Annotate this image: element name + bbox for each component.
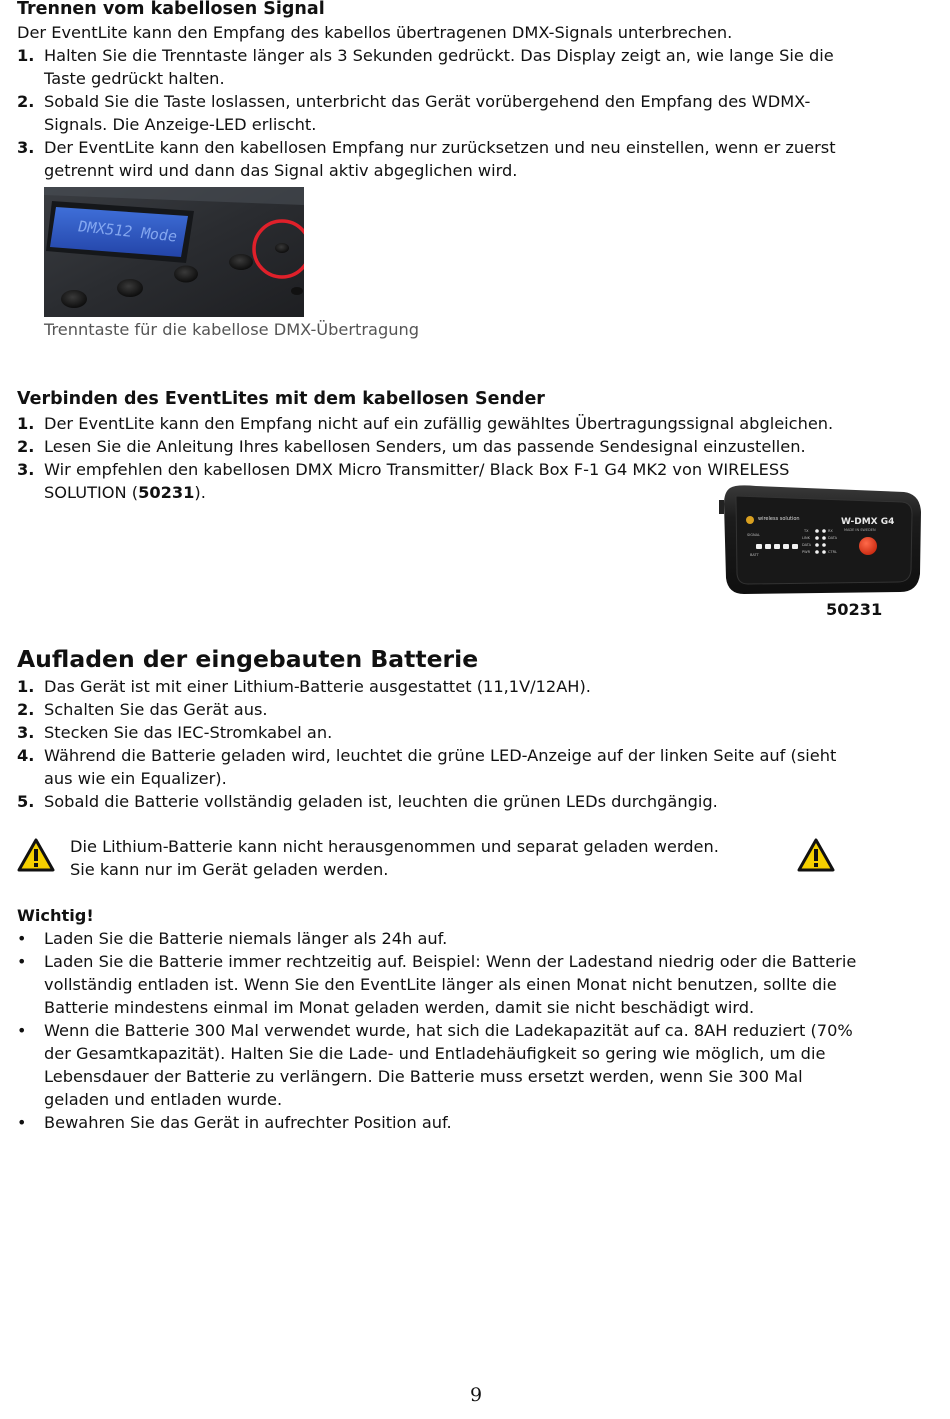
important-heading: Wichtig!	[17, 906, 94, 925]
lcd-text: DMX512 Mode	[76, 217, 180, 246]
svg-text:BATT: BATT	[750, 553, 759, 557]
section-intro: Der EventLite kann den Empfang des kabellos übertragenen DMX-Signals unterbrechen.	[17, 23, 733, 42]
control-panel-photo	[44, 187, 304, 317]
warning-icon	[17, 838, 55, 872]
section-title-battery: Aufladen der eingebauten Batterie	[17, 645, 479, 673]
product-number-label: 50231	[826, 600, 883, 619]
bullet-marker: •	[17, 952, 27, 971]
svg-text:LINK: LINK	[802, 536, 810, 540]
svg-text:DATA: DATA	[828, 536, 838, 540]
model-sub-text: MADE IN SWEDEN	[844, 528, 876, 532]
section-title-disconnect: Trennen vom kabellosen Signal	[17, 0, 325, 19]
transmitter-photo	[716, 482, 926, 597]
transmitter-illustration	[716, 482, 926, 597]
bullet-marker: •	[17, 929, 27, 948]
svg-text:SIGNAL: SIGNAL	[747, 533, 760, 537]
svg-text:RX: RX	[828, 529, 833, 533]
bullet-marker: •	[17, 1113, 27, 1132]
manual-page: Trennen vom kabellosen Signal Der EventLite kann den Empfang des kabellos übertragenen DMX-Signals unterbrechen. 1. Halten Sie die Trenntaste länger als 3 Sekunden gedrückt. Das Display zeigt an, wie lange Sie die Taste gedrückt halten. 2. Sobald Sie die Taste loslassen, unterbricht das Gerät vorübergehend den Empfang des WDMX- Signals. Die Anzeige-LED erlischt. 3. Der EventLite kann den kabellosen Empfang nur zurücksetzen und neu einstellen, wenn er zuerst getrennt wird und dann das Signal aktiv abgeglichen wird. DMX512 Mode Trenntaste für die kabellose DMX-Übertragung Verbinden des EventLites mit dem kabellosen Sender 1. Der EventLite kann den Empfang nicht auf ein zufällig gewähltes Übertragungssignal abgleichen. 2. Lesen Sie die Anleitung Ihres kabellosen Senders, um das passende Sendesignal einzustellen. 3. Wir empfehlen den kabellosen DMX Micro Transmitter/ Black Box F-1 G4 MK2 von WIRELESS SOLUTION (50231). wireless solution W-DMX G4 MADE IN SWEDEN SIGNAL BATT TX LINK DATA PWR RX DATA CTRL 50231 Aufladen der eingebauten Batterie 1. Das Gerät ist mit einer Lithium-Batterie ausgestattet (11,1V/12AH). 2. Schalten Sie das Gerät aus. 3. Stecken Sie das IEC-Stromkabel an. 4. Während die Batterie geladen wird, leuchtet die grüne LED-Anzeige auf der linken Seite auf (sieht aus wie ein Equalizer). 5. Sobald die Batterie vollständig geladen ist, leuchten die grünen LEDs durchgängig. Die Lithium-Batterie kann nicht herausgenommen und separat geladen werden. Sie kann nur im Gerät geladen werden. Wichtig! • Laden Sie die Batterie niemals länger als 24h auf. • Laden Sie die Batterie immer rechtzeitig auf. Beispiel: Wenn der Ladestand niedrig oder die Batterie vollständig entladen ist. Wenn Sie den EventLite länger als einen Monat nicht benutzen, sollte die Batterie mindestens einmal im Monat geladen werden, damit sie nicht beschädigt wird. • Wenn die Batterie 300 Mal verwendet wurde, hat sich die Ladekapazität auf ca. 8AH reduziert (70% der Gesamtkapazität). Halten Sie die Lade- und Entladehäufigkeit so gering wie möglich, um die Lebensdauer der Batterie zu verlängern. Die Batterie muss ersetzt werden, wenn Sie 300 Mal geladen und entladen wurde. • Bewahren Sie das Gerät in aufrechter Position auf. 9	[0, 0, 950, 1419]
bullet-marker: •	[17, 1021, 27, 1040]
svg-text:TX: TX	[804, 529, 809, 533]
control-panel-illustration	[44, 187, 304, 317]
svg-text:CTRL: CTRL	[828, 550, 837, 554]
warning-icon	[797, 838, 835, 872]
section-title-connect: Verbinden des EventLites mit dem kabellosen Sender	[17, 389, 545, 409]
model-text: W-DMX G4	[841, 517, 895, 527]
svg-text:PWR: PWR	[802, 550, 811, 554]
svg-text:DATA: DATA	[802, 543, 812, 547]
product-number-inline: 50231	[138, 483, 195, 502]
warning-text-line2: Sie kann nur im Gerät geladen werden.	[70, 860, 389, 879]
page-number: 9	[470, 1384, 483, 1406]
warning-text-line1: Die Lithium-Batterie kann nicht herausgenommen und separat geladen werden.	[70, 837, 719, 856]
photo-caption: Trenntaste für die kabellose DMX-Übertragung	[44, 320, 420, 339]
device-red-button	[859, 537, 877, 555]
brand-text: wireless solution	[758, 516, 800, 522]
